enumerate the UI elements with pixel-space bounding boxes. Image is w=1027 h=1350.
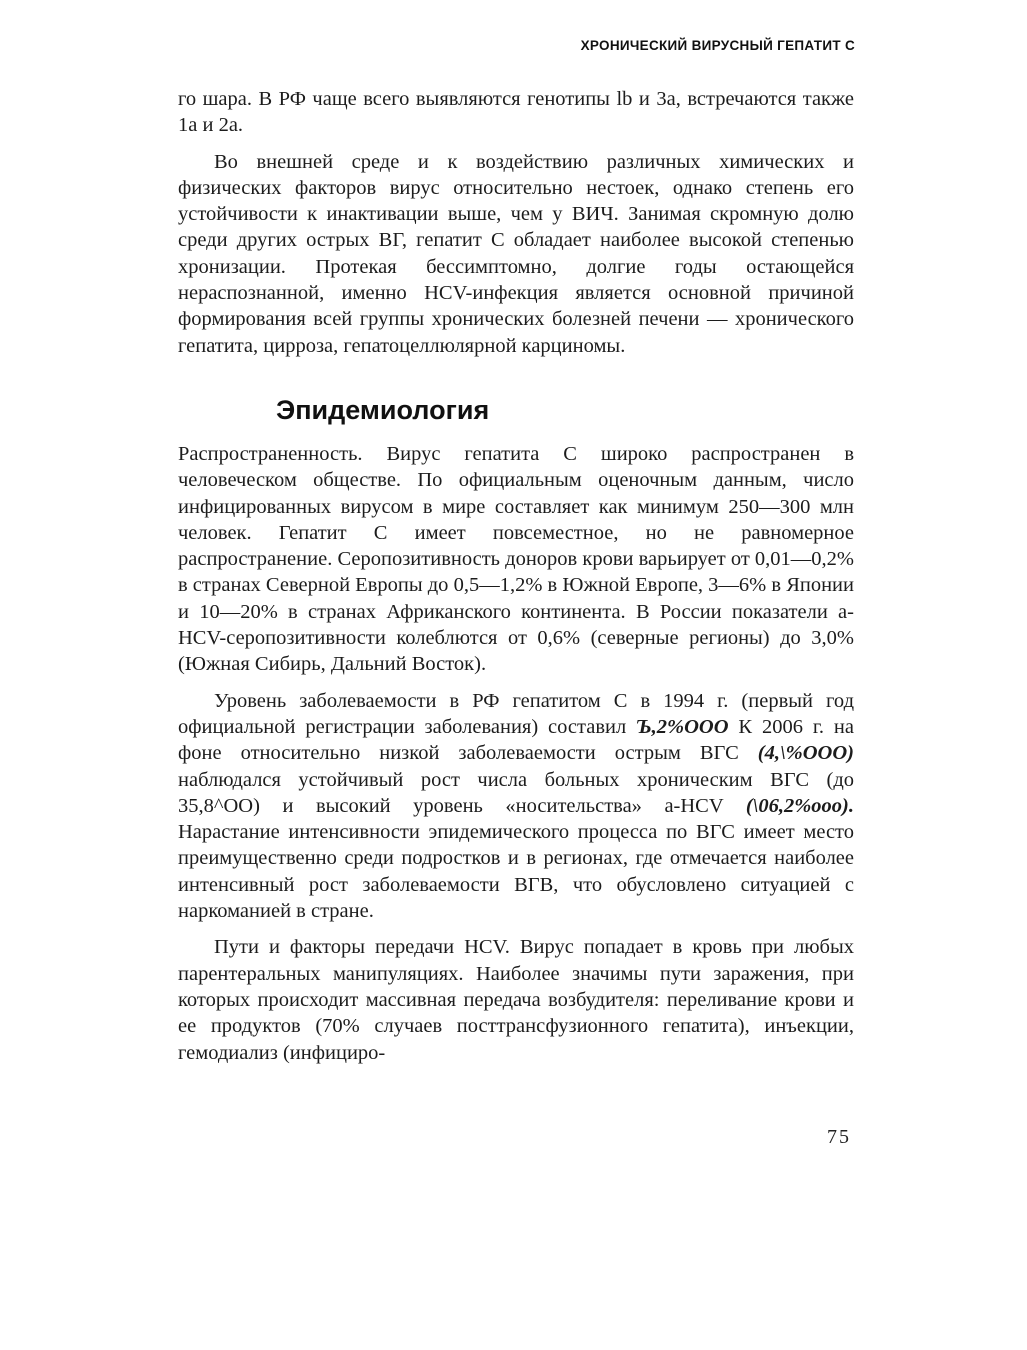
paragraph-prevalence: Распространенность. Вирус гепатита С широко распространен в человеческом обществе. По официальным оценочным данным, число инфицированных вирусом в мире составляет как минимум 250—300 млн человек. Гепатит С имеет повсеместное, но не равномерное распространение. Серопозитивность доноров крови варьирует от 0,01—0,2% в странах Северной Европы до 0,5—1,2% в Южной Европе, 3—6% в Японии и 10—20% в странах Африканского континента. В России показатели a-HCV-серопозитивности колеблются от 0,6% (северные регионы) до 3,0% (Южная Сибирь, Дальний Восток). [178, 442, 854, 676]
incidence-value-2: (4,\%ООО) [757, 742, 854, 765]
page-number: 75 [827, 1126, 851, 1148]
incidence-text-2: К 2006 г. на фоне относительно низкой заболеваемости острым ВГС [178, 715, 854, 765]
section-heading: Эпидемиология [276, 394, 490, 425]
paragraph-transmission: Пути и факторы передачи HCV. Вирус попадает в кровь при любых парентеральных манипуляциях. Наиболее значимы пути заражения, при которых происходит массивная передача возбудителя: переливание крови и ее продуктов (70% случаев посттрансфузионного гепатита), инъекции, гемодиализ (инфициро- [178, 936, 854, 1064]
body-text [178, 86, 854, 1076]
running-head: ХРОНИЧЕСКИЙ ВИРУСНЫЙ ГЕПАТИТ С [580, 38, 855, 53]
paragraph-genotypes: го шара. В РФ чаще всего выявляются генотипы lb и 3а, встречаются также 1а и 2а. [178, 88, 854, 137]
incidence-value-3: (\06,2%ооо). [745, 794, 854, 817]
paragraph-incidence [178, 688, 854, 925]
incidence-text-1: Уровень заболеваемости в РФ гепатитом С в 1994 г. (первый год официальной регистрации заболевания) составил [178, 689, 854, 738]
incidence-value-1: Ъ,2%ООО [636, 715, 729, 738]
paragraph-resistance: Во внешней среде и к воздействию различных химических и физических факторов вирус относительно нестоек, однако степень его устойчивости к инактивации выше, чем у ВИЧ. Занимая скромную долю среди других острых ВГ, гепатит С обладает наиболее высокой степенью хронизации. Протекая бессимптомно, долгие годы остающейся нераспознанной, именно HCV-инфекция является основной причиной формирования всей группы хронических болезней печени — хронического гепатита, цирроза, гепатоцеллюлярной карциномы. [178, 150, 854, 357]
incidence-text-4: Нарастание интенсивности эпидемического процесса по ВГС имеет место преимущественно среди подростков и в регионах, где отмечается наиболее интенсивный рост заболеваемости ВГВ, что обусловлено ситуацией с наркоманией в стране. [178, 821, 854, 923]
incidence-text-3: наблюдался устойчивый рост числа больных хроническим ВГС (до 35,8^ОО) и высокий уровень «носительства» a-HCV [178, 768, 854, 817]
